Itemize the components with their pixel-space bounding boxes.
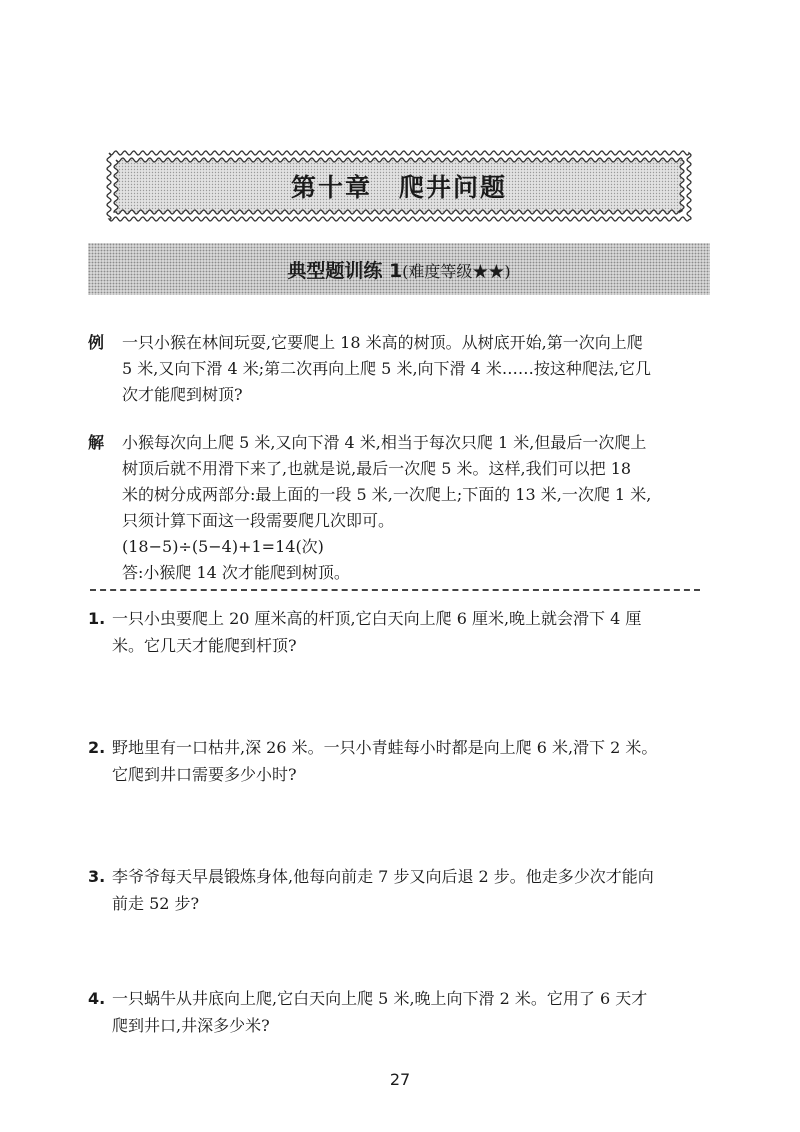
solution-line: 小猴每次向上爬 5 米,又向下滑 4 米,相当于每次只爬 1 米,但最后一次爬上	[122, 433, 647, 452]
section-heading-bar	[88, 243, 710, 295]
chapter-title-frame	[106, 150, 692, 222]
page-number: 27	[389, 1070, 411, 1089]
question-3	[88, 863, 713, 917]
example-block	[88, 330, 713, 408]
example-line: 5 米,又向下滑 4 米;第二次再向上爬 5 米,向下滑 4 米……按这种爬法,它几	[122, 359, 651, 378]
difficulty-label: (难度等级★★)	[402, 261, 511, 281]
section-title-text: 典型题训练 1	[287, 259, 403, 282]
question-line: 李爷爷每天早晨锻炼身体,他每向前走 7 步又向后退 2 步。他走多少次才能向	[112, 867, 654, 886]
solution-line: 米的树分成两部分:最上面的一段 5 米,一次爬上;下面的 13 米,一次爬 1 米,	[122, 485, 652, 504]
solution-answer: 答:小猴爬 14 次才能爬到树顶。	[122, 563, 350, 582]
solution-line: 只须计算下面这一段需要爬几次即可。	[122, 511, 395, 530]
chapter-title: 第十章 爬井问题	[290, 173, 507, 202]
solution-label: 解	[88, 433, 105, 452]
section-title	[287, 256, 510, 283]
solution-formula: (18−5)÷(5−4)+1=14(次)	[122, 537, 324, 556]
question-number: 1.	[88, 609, 106, 628]
question-line: 它爬到井口需要多少小时?	[112, 765, 297, 784]
question-line: 米。它几天才能爬到杆顶?	[112, 636, 297, 655]
question-1	[88, 605, 713, 659]
solution-line: 树顶后就不用滑下来了,也就是说,最后一次爬 5 米。这样,我们可以把 18	[122, 459, 632, 478]
question-2	[88, 734, 713, 788]
question-line: 前走 52 步?	[112, 894, 200, 913]
dashed-divider	[90, 589, 700, 591]
question-line: 一只蜗牛从井底向上爬,它白天向上爬 5 米,晚上向下滑 2 米。它用了 6 天才	[112, 989, 648, 1008]
solution-text	[122, 430, 713, 586]
question-number: 2.	[88, 738, 106, 757]
question-4	[88, 985, 713, 1039]
example-label: 例	[88, 333, 105, 352]
question-number: 4.	[88, 989, 106, 1008]
example-text	[122, 330, 713, 408]
question-line: 野地里有一口枯井,深 26 米。一只小青蛙每小时都是向上爬 6 米,滑下 2 米。	[112, 738, 658, 757]
question-line: 爬到井口,井深多少米?	[112, 1016, 270, 1035]
question-number: 3.	[88, 867, 106, 886]
solution-block	[88, 430, 713, 586]
example-line: 次才能爬到树顶?	[122, 385, 243, 404]
example-line: 一只小猴在林间玩耍,它要爬上 18 米高的树顶。从树底开始,第一次向上爬	[122, 333, 643, 352]
question-line: 一只小虫要爬上 20 厘米高的杆顶,它白天向上爬 6 厘米,晚上就会滑下 4 厘	[112, 609, 642, 628]
